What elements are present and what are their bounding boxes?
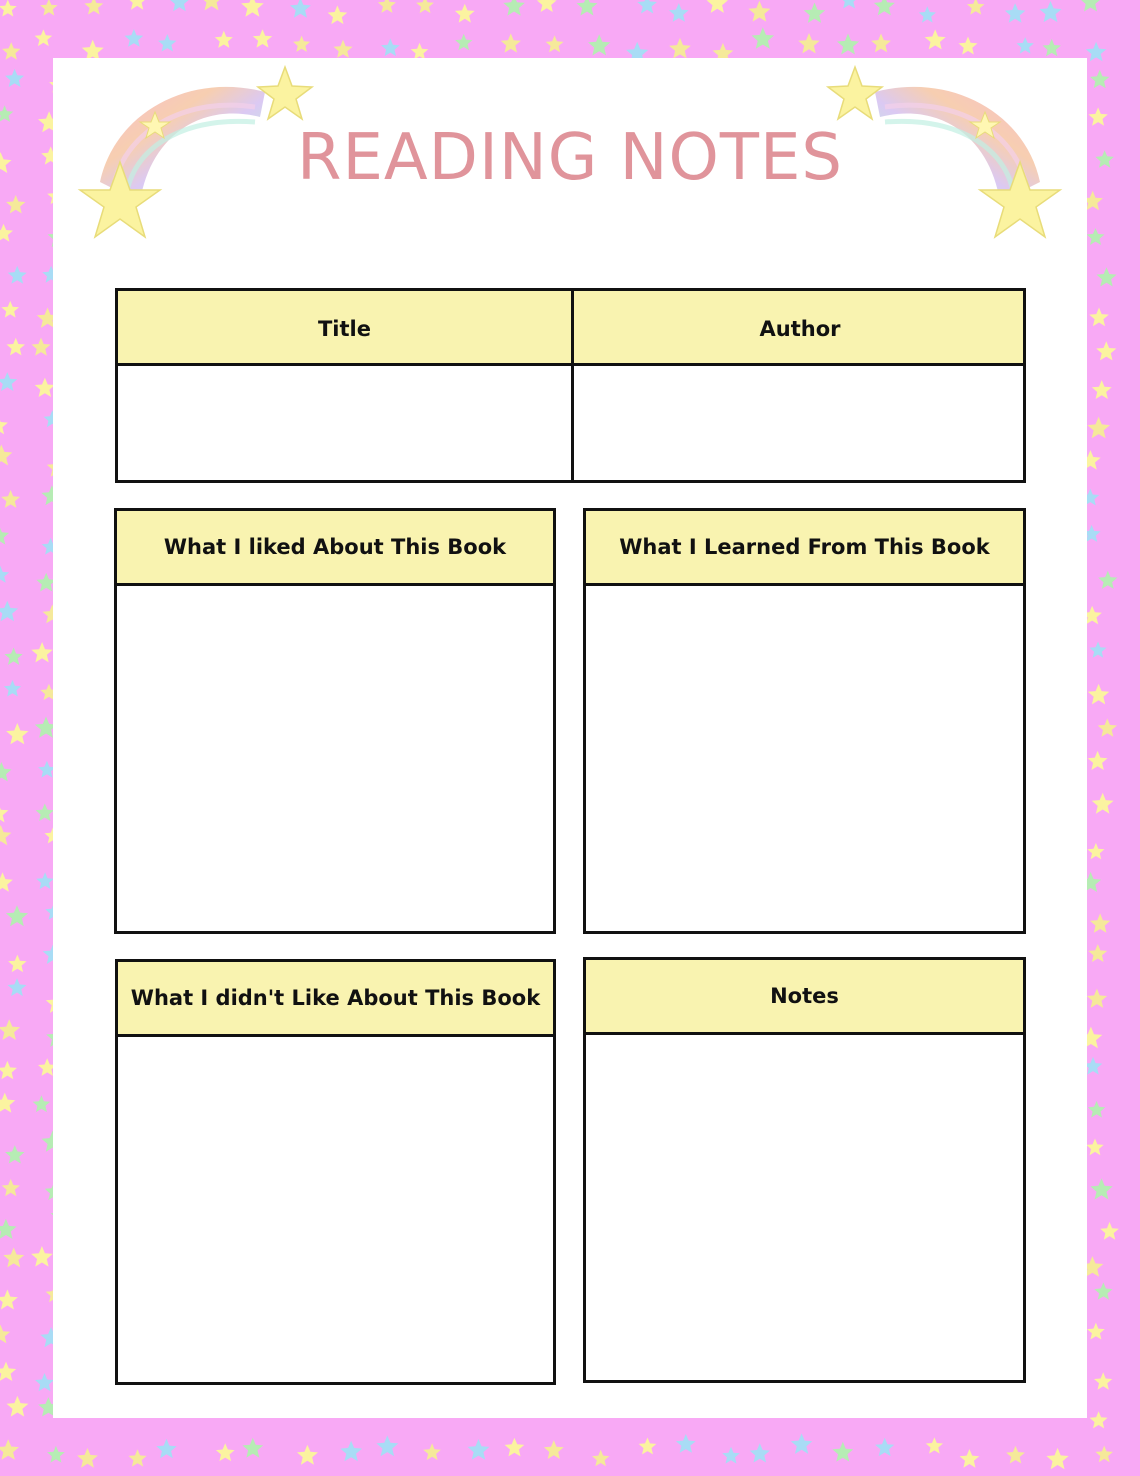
title-field[interactable] [118,366,571,480]
star-icon [959,37,978,55]
star-icon [77,1448,98,1468]
star-icon [290,0,311,18]
learned-box-header: What I Learned From This Book [586,511,1023,586]
star-icon [1043,39,1061,57]
star-icon [297,1445,318,1465]
liked-box-header: What I liked About This Book [117,511,553,586]
star-icon [0,372,17,391]
star-icon [468,1439,490,1460]
star-icon [828,67,882,119]
star-icon [293,36,310,52]
star-icon [84,0,103,15]
star-icon [328,5,348,24]
star-icon [1,490,20,508]
star-icon [505,1438,525,1457]
star-icon [1100,1222,1119,1240]
star-icon [1087,989,1107,1008]
star-icon [0,445,12,466]
star-icon [832,1442,853,1462]
star-icon [0,566,9,583]
star-icon [0,1290,18,1310]
star-icon [926,1437,943,1453]
star-icon [1090,1178,1112,1199]
star-icon [577,0,598,15]
star-icon [36,804,55,822]
author-field[interactable] [574,366,1023,480]
disliked-box-area[interactable] [118,1037,553,1382]
star-icon [1,301,19,318]
star-icon [0,224,13,242]
star-icon [1088,107,1107,125]
star-icon [875,1438,894,1456]
star-icon [33,1095,51,1112]
star-icon [216,1443,235,1461]
star-icon [5,1145,24,1163]
notes-box-header: Notes [586,960,1023,1035]
star-icon [798,33,819,53]
star-icon [8,266,27,284]
learned-box [583,508,1026,934]
star-icon [1086,1139,1104,1156]
star-icon [7,1396,29,1417]
star-icon [837,34,859,55]
star-icon [0,601,18,622]
star-icon [639,1438,657,1455]
star-icon [1005,3,1026,23]
star-icon [0,1362,16,1381]
star-icon [31,642,53,662]
star-icon [919,6,936,22]
star-icon [1080,0,1101,12]
star-icon [1097,267,1117,286]
star-icon [1092,793,1114,814]
star-icon [215,31,233,48]
star-icon [5,69,24,87]
star-icon [200,0,223,10]
star-icon [1098,719,1117,737]
star-icon [0,1061,17,1079]
star-icon [1098,571,1117,589]
star-icon [1092,380,1112,399]
star-icon [501,33,521,52]
star-icon [791,1433,813,1454]
star-icon [1088,684,1110,705]
star-icon [840,0,859,9]
star-icon [588,34,610,55]
star-icon [544,1440,564,1459]
star-icon [1095,150,1114,168]
star-icon [874,0,895,15]
star-icon [669,3,689,22]
star-icon [1096,1446,1113,1463]
star-icon [8,978,27,996]
star-icon [1090,70,1109,89]
star-icon [35,378,55,397]
star-icon [750,1443,770,1462]
star-icon [707,0,728,13]
star-icon [7,338,26,356]
star-icon [6,723,28,744]
star-icon [592,1450,609,1467]
star-icon [1089,642,1106,658]
star-icon [381,38,400,56]
star-icon [1087,417,1110,439]
star-icon [0,1219,17,1239]
star-icon [47,1446,65,1463]
star-icon [722,1447,740,1464]
star-icon [1096,341,1116,360]
star-icon [967,0,985,15]
star-icon [0,1019,20,1040]
star-icon [31,1246,53,1267]
star-icon [1089,308,1109,327]
star-icon [1094,1372,1112,1390]
star-icon [1039,1,1061,22]
star-icon [1088,751,1108,770]
disliked-box-header: What I didn't Like About This Book [118,962,553,1037]
star-icon [0,415,8,434]
star-icon [748,1,770,22]
star-icon [1087,228,1105,245]
star-icon [980,162,1060,237]
star-icon [241,0,264,17]
star-icon [1087,843,1104,859]
star-icon [960,1449,980,1468]
star-icon [1046,1448,1068,1469]
star-icon [1087,1323,1105,1340]
star-icon [1090,1411,1108,1428]
star-icon [637,0,657,14]
star-icon [125,29,144,47]
star-icon [156,1439,176,1458]
star-icon [340,1441,362,1462]
star-icon [1086,42,1107,62]
liked-box [114,508,556,934]
star-icon [0,803,8,823]
star-icon [0,825,11,845]
star-icon [0,105,13,122]
star-icon [127,0,147,10]
star-icon [0,762,12,781]
star-icon [2,42,20,60]
star-icon [871,34,891,53]
star-icon [32,338,51,356]
star-icon [1088,1101,1106,1118]
notes-box-area[interactable] [586,1035,1023,1380]
page-title: READING NOTES [296,121,844,195]
star-icon [0,872,13,892]
star-icon [1090,913,1110,932]
star-icon [2,1179,20,1196]
notes-box [583,957,1026,1383]
star-icon [0,1325,10,1344]
star-icon [1094,1282,1112,1299]
star-icon [669,38,691,59]
star-icon [455,4,475,23]
star-icon [158,34,176,52]
star-icon [0,152,12,173]
title-column-header: Title [317,316,371,341]
star-icon [258,67,312,119]
star-icon [35,1373,54,1391]
star-icon [423,1443,441,1460]
star-icon [752,27,775,49]
star-icon [242,1438,263,1458]
star-icon [455,34,472,50]
star-icon [40,0,58,16]
star-icon [676,1434,696,1453]
disliked-box [115,959,556,1385]
star-icon [36,872,54,889]
star-icon [80,162,160,237]
star-icon [0,1093,15,1113]
star-icon [1088,944,1107,962]
star-icon [169,0,189,11]
star-icon [503,0,525,16]
star-icon [537,0,557,12]
star-icon [4,680,21,697]
star-icon [253,29,272,47]
star-icon [334,40,353,58]
star-icon [35,29,53,46]
book-info-table [115,288,1026,483]
star-icon [376,1435,398,1456]
star-icon [8,955,27,973]
liked-box-area[interactable] [117,586,553,931]
star-icon [0,526,9,545]
star-icon [6,195,25,213]
star-icon [129,1449,147,1466]
star-icon [3,1248,24,1268]
star-icon [378,0,396,13]
star-icon [804,3,825,23]
star-icon [0,1439,19,1460]
star-icon [5,648,23,665]
author-column-header: Author [759,316,841,341]
star-icon [6,905,28,926]
star-icon [1017,37,1034,54]
learned-box-area[interactable] [586,586,1023,931]
star-icon [416,0,434,13]
star-icon [546,35,564,52]
star-icon [925,29,946,49]
star-icon [1006,1446,1025,1464]
star-icon [0,0,17,16]
